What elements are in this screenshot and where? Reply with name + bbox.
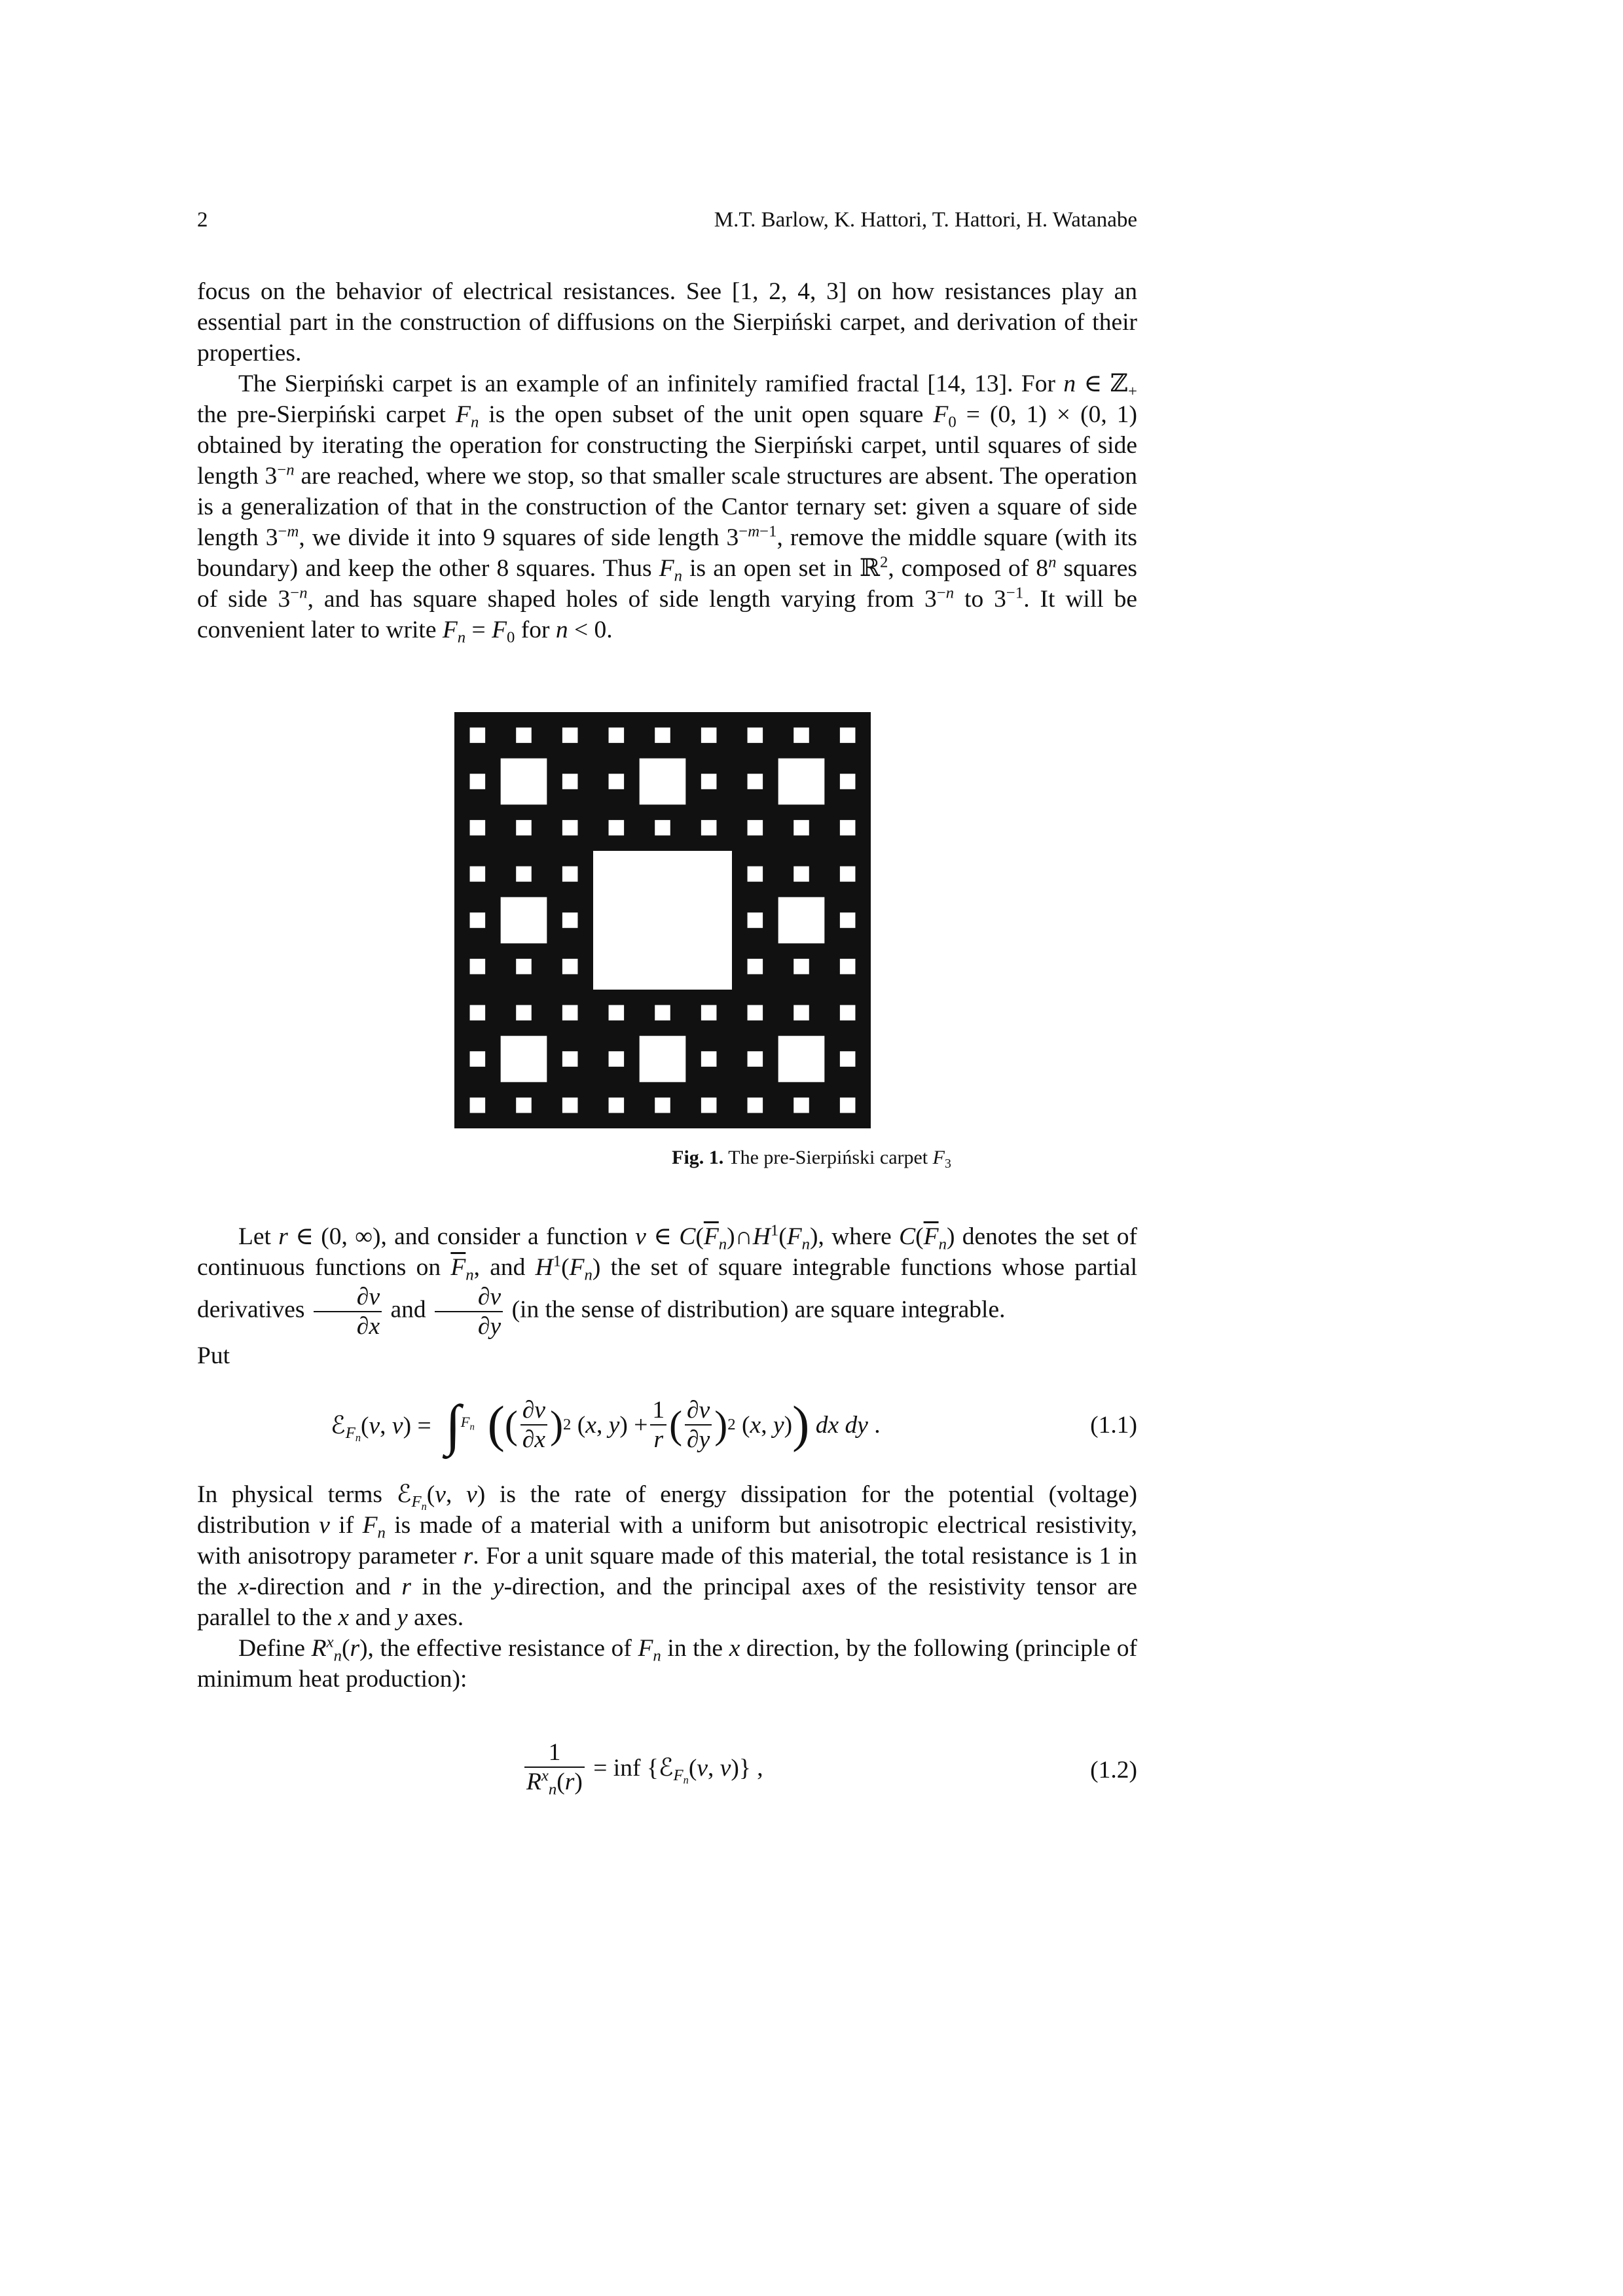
carpet-hole	[640, 1036, 686, 1083]
carpet-hole	[470, 820, 486, 836]
paragraph-effective-resistance: Define $R^x_n(r)$, the effective resistance of $F_n$ in the x direction, by the following (principle of minimum heat production):	[197, 1633, 1137, 1693]
carpet-hole	[640, 759, 686, 805]
carpet-hole	[793, 959, 809, 975]
carpet-hole	[609, 1098, 625, 1113]
carpet-hole	[778, 897, 825, 944]
carpet-hole	[516, 820, 532, 836]
running-head-authors: M.T. Barlow, K. Hattori, T. Hattori, H. Watanabe	[714, 208, 1137, 232]
carpet-hole	[748, 959, 763, 975]
carpet-hole	[516, 1005, 532, 1021]
carpet-hole	[609, 820, 625, 836]
carpet-hole	[562, 1098, 578, 1113]
carpet-hole	[562, 912, 578, 928]
equation-1-2: $\frac{1}{R^x_n(r)}$ = inf {ℰ$_{F_n}$(v, v)} , (1.2)	[197, 1731, 1137, 1803]
carpet-hole	[593, 851, 732, 990]
carpet-hole	[470, 867, 486, 882]
paragraph-intro: focus on the behavior of electrical resistances. See [1, 2, 4, 3] on how resistances play an essential part in the construction of diffusions on the Sierpiński carpet, and derivation of their properties.	[197, 278, 1137, 367]
carpet-hole	[562, 1051, 578, 1067]
carpet-hole	[516, 728, 532, 744]
carpet-hole	[470, 912, 486, 928]
carpet-hole	[748, 774, 763, 789]
carpet-hole	[655, 820, 670, 836]
carpet-hole	[562, 820, 578, 836]
carpet-hole	[701, 728, 717, 744]
page-number: 2	[197, 208, 208, 232]
carpet-hole	[516, 959, 532, 975]
carpet-hole	[778, 1036, 825, 1083]
carpet-hole	[501, 897, 547, 944]
carpet-hole	[701, 1051, 717, 1067]
carpet-hole	[655, 1098, 670, 1113]
carpet-hole	[778, 759, 825, 805]
caption-symbol: F	[932, 1147, 945, 1168]
carpet-hole	[701, 820, 717, 836]
equation-number-1-2: (1.2)	[1090, 1757, 1137, 1784]
carpet-hole	[562, 959, 578, 975]
carpet-hole	[840, 820, 856, 836]
carpet-hole	[748, 1098, 763, 1113]
paragraph-physical-terms: In physical terms ℰ$_{F_n}$(v, v) is the rate of energy dissipation for the potential (voltage) distribution v if $F_n$ is made of a material with a uniform but anisotropic electrical resistivity, with anisotropy parameter r. For a unit square made of this material, the total resistance is 1 in the x-direction and r in the y-direction, and the principal axes of the resistivity tensor are parallel to the x and y axes.	[197, 1481, 1138, 1631]
carpet-hole	[793, 728, 809, 744]
carpet-hole	[609, 728, 625, 744]
carpet-hole	[793, 867, 809, 882]
carpet-hole	[562, 867, 578, 882]
carpet-hole	[609, 774, 625, 789]
carpet-hole	[609, 1051, 625, 1067]
carpet-hole	[840, 774, 856, 789]
equation-1-1: ℰ$_{F_n}$(v, v) = ∫ $F_n$ ( ( $\frac{\partial v}{\partial x}$ ) 2 (x, y) + $\frac{1}{r}$ ( $\frac{\partial v}{\partial y}$ ) 2 (x, y) ) dx dy . (1.1)	[331, 1393, 1137, 1456]
carpet-hole	[562, 1005, 578, 1021]
carpet-hole	[840, 867, 856, 882]
carpet-hole	[470, 1005, 486, 1021]
sierpinski-carpet-figure	[454, 712, 871, 1128]
caption-label: Fig. 1.	[672, 1147, 724, 1168]
carpet-hole	[701, 1098, 717, 1113]
carpet-hole	[748, 820, 763, 836]
carpet-hole	[840, 1005, 856, 1021]
carpet-hole	[748, 912, 763, 928]
carpet-hole	[470, 1051, 486, 1067]
carpet-hole	[701, 1005, 717, 1021]
paragraph-carpet-definition: The Sierpiński carpet is an example of an infinitely ramified fractal [14, 13]. For n ∈ ℤ$_+$ the pre-Sierpiński carpet $F_n$ is the open subset of the unit open square $F_0 = (0$, 1) × (0, 1) obtained by iterating the operation for constructing the Sierpiński carpet, until squares of side length $3^{-n}$ are reached, where we stop, so that smaller scale structures are absent. The operation is a generalization of that in the construction of the Cantor ternary set: given a square of side length $3^{-m}$, we divide it into 9 squares of side length $3^{-m-1}$, remove the middle square (with its boundary) and keep the other 8 squares. Thus $F_n$ is an open set in ℝ$^2$, composed of 8$^n$ squares of side $3^{-n}$, and has square shaped holes of side length varying from $3^{-n}$ to $3^{-1}$. It will be convenient later to write $F_n = F_0$ for n < 0.	[197, 370, 1138, 647]
carpet-hole	[470, 959, 486, 975]
carpet-hole	[470, 774, 486, 789]
carpet-hole	[562, 774, 578, 789]
paragraph-function-space: Let r ∈ (0, ∞), and consider a function v ∈ $C(\overline{F}_n)\cap H^1(F_n)$, where $C(\overline{F}_n)$ denotes the set of continuous functions on $\overline{F}_n$, and $H^1(F_n)$ the set of square integrable functions whose partial derivatives $\frac{\partial v}{\partial x}$ and $\frac{\partial v}{\partial y}$ (in the sense of distribution) are square integrable. Put	[197, 1221, 1137, 1370]
carpet-hole	[793, 1005, 809, 1021]
figure-caption	[0, 1147, 1623, 1169]
carpet-hole	[793, 820, 809, 836]
carpet-hole	[516, 1098, 532, 1113]
carpet-hole	[840, 912, 856, 928]
carpet-hole	[748, 728, 763, 744]
carpet-hole	[793, 1098, 809, 1113]
carpet-hole	[470, 1098, 486, 1113]
carpet-hole	[748, 1005, 763, 1021]
caption-text: The pre-Sierpiński carpet	[728, 1147, 928, 1168]
carpet-hole	[748, 867, 763, 882]
carpet-hole	[609, 1005, 625, 1021]
carpet-hole	[501, 759, 547, 805]
carpet-image	[454, 712, 871, 1128]
carpet-hole	[562, 728, 578, 744]
carpet-hole	[516, 867, 532, 882]
carpet-hole	[655, 1005, 670, 1021]
carpet-hole	[470, 728, 486, 744]
carpet-hole	[840, 1051, 856, 1067]
carpet-hole	[840, 1098, 856, 1113]
carpet-hole	[655, 728, 670, 744]
carpet-hole	[840, 959, 856, 975]
carpet-hole	[501, 1036, 547, 1083]
carpet-hole	[701, 774, 717, 789]
carpet-hole	[840, 728, 856, 744]
equation-number-1-1: (1.1)	[1090, 1412, 1137, 1439]
carpet-hole	[748, 1051, 763, 1067]
caption-symbol-sub: 3	[944, 1156, 951, 1171]
